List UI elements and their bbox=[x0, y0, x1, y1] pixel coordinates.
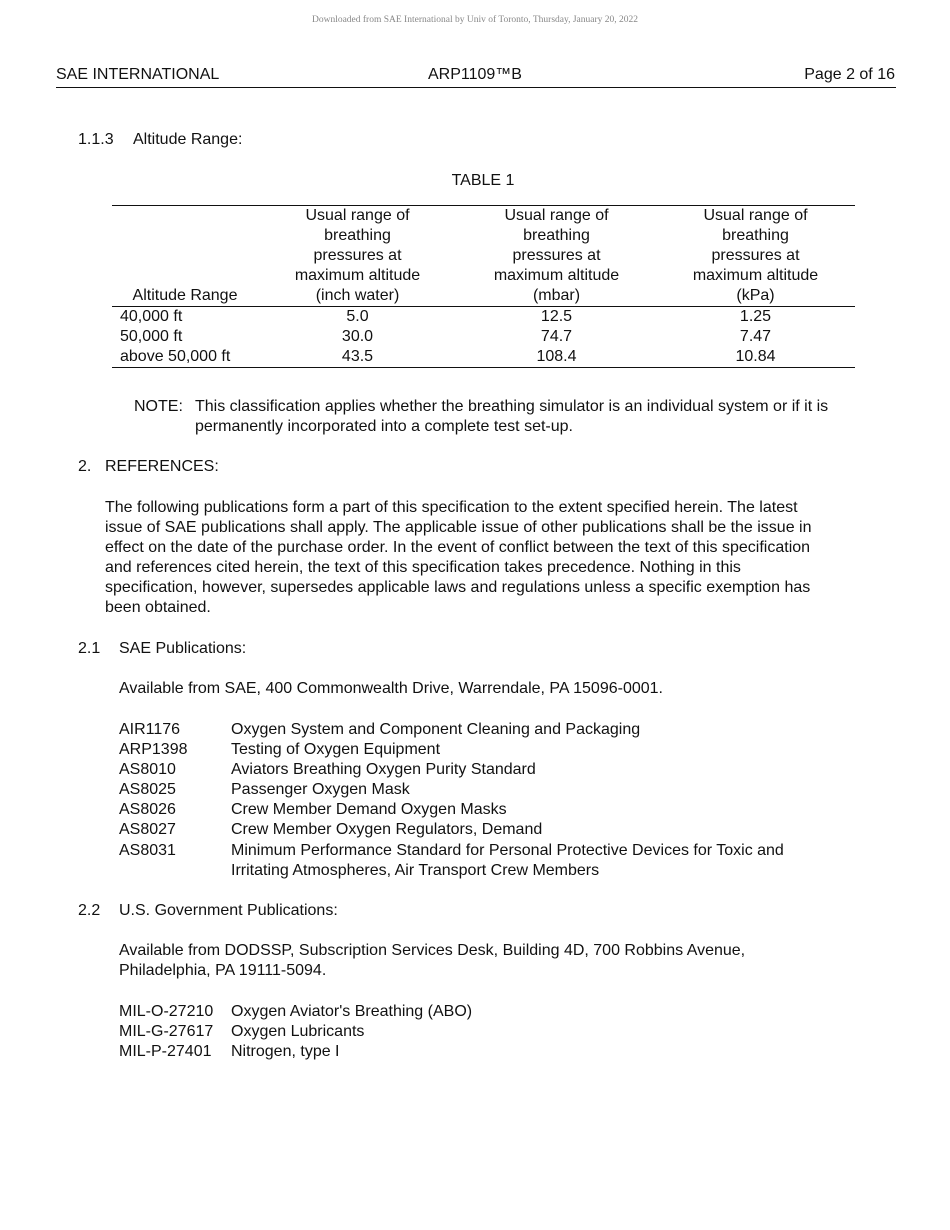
header-text: pressures at bbox=[512, 247, 601, 264]
table-cell: 7.47 bbox=[739, 328, 772, 345]
header-text: pressures at bbox=[313, 247, 402, 264]
table-cell: 108.4 bbox=[536, 348, 577, 365]
table-cell: 40,000 ft bbox=[120, 308, 183, 325]
column-header-mbar bbox=[457, 206, 656, 307]
reference-code: MIL-G-27617 bbox=[119, 1023, 214, 1040]
reference-title: Aviators Breathing Oxygen Purity Standard bbox=[231, 761, 536, 778]
header-text: maximum altitude bbox=[692, 267, 819, 284]
reference-code: AS8010 bbox=[119, 761, 176, 778]
header-text: breathing bbox=[523, 227, 590, 244]
header-rule bbox=[56, 87, 896, 88]
section-title: REFERENCES: bbox=[105, 458, 219, 475]
header-doc-id: ARP1109™B bbox=[428, 66, 522, 83]
paragraph-line: effect on the date of the purchase order. In the event of conflict between the text of this specification bbox=[105, 539, 811, 556]
section-number: 2.2 bbox=[78, 902, 101, 919]
table-cell: above 50,000 ft bbox=[120, 348, 231, 365]
table-row bbox=[112, 347, 855, 368]
reference-title: Oxygen System and Component Cleaning and Packaging bbox=[231, 721, 641, 738]
section-number: 2.1 bbox=[78, 640, 101, 657]
reference-title: Crew Member Demand Oxygen Masks bbox=[231, 801, 507, 818]
section-title: SAE Publications: bbox=[119, 640, 247, 657]
note-text-line: This classification applies whether the breathing simulator is an individual system or if it is bbox=[195, 398, 829, 415]
paragraph-line: The following publications form a part of this specification to the extent specified herein. The latest bbox=[105, 499, 798, 516]
header-text: (mbar) bbox=[532, 287, 581, 304]
availability-text: Philadelphia, PA 19111-5094. bbox=[119, 962, 327, 979]
table-header-row bbox=[112, 206, 855, 307]
table-cell: 12.5 bbox=[540, 308, 573, 325]
header-text: breathing bbox=[324, 227, 391, 244]
reference-code: AS8027 bbox=[119, 821, 176, 838]
reference-code: ARP1398 bbox=[119, 741, 188, 758]
column-header-altitude: Altitude Range bbox=[132, 287, 238, 304]
paragraph-line: and references cited herein, the text of this specification takes precedence. Nothing in this bbox=[105, 559, 741, 576]
table-cell: 1.25 bbox=[739, 308, 772, 325]
reference-title-continued: Irritating Atmospheres, Air Transport Crew Members bbox=[231, 862, 600, 879]
availability-text: Available from DODSSP, Subscription Services Desk, Building 4D, 700 Robbins Avenue, bbox=[119, 942, 746, 959]
availability-text: Available from SAE, 400 Commonwealth Drive, Warrendale, PA 15096-0001. bbox=[119, 680, 663, 697]
section-number: 2. bbox=[78, 458, 92, 475]
table-cell: 43.5 bbox=[341, 348, 374, 365]
download-watermark: Downloaded from SAE International by Univ of Toronto, Thursday, January 20, 2022 bbox=[311, 15, 639, 25]
table-cell: 30.0 bbox=[341, 328, 374, 345]
reference-title: Minimum Performance Standard for Personal Protective Devices for Toxic and bbox=[231, 842, 784, 859]
table-cell: 50,000 ft bbox=[120, 328, 183, 345]
section-title: U.S. Government Publications: bbox=[119, 902, 338, 919]
paragraph-line: issue of SAE publications shall apply. The applicable issue of other publications shall be the issue in bbox=[105, 519, 812, 536]
header-text: breathing bbox=[722, 227, 789, 244]
header-text: Usual range of bbox=[504, 207, 609, 224]
reference-title: Oxygen Aviator's Breathing (ABO) bbox=[231, 1003, 473, 1020]
reference-code: AS8026 bbox=[119, 801, 176, 818]
header-text: (inch water) bbox=[315, 287, 400, 304]
reference-code: MIL-P-27401 bbox=[119, 1043, 212, 1060]
paragraph-line: been obtained. bbox=[105, 599, 211, 616]
table-cell: 5.0 bbox=[346, 308, 369, 325]
column-header-inch-water bbox=[258, 206, 457, 307]
header-text: maximum altitude bbox=[294, 267, 421, 284]
table-cell: 10.84 bbox=[735, 348, 776, 365]
altitude-range-table bbox=[112, 205, 855, 368]
reference-title: Passenger Oxygen Mask bbox=[231, 781, 410, 798]
reference-title: Testing of Oxygen Equipment bbox=[231, 741, 441, 758]
reference-title: Nitrogen, type I bbox=[231, 1043, 340, 1060]
reference-title: Oxygen Lubricants bbox=[231, 1023, 365, 1040]
header-text: Usual range of bbox=[305, 207, 410, 224]
header-text: maximum altitude bbox=[493, 267, 620, 284]
note-text-line: permanently incorporated into a complete test set-up. bbox=[195, 418, 573, 435]
table-row bbox=[112, 327, 855, 347]
header-text: (kPa) bbox=[736, 287, 775, 304]
table-caption: TABLE 1 bbox=[451, 172, 515, 189]
reference-code: AIR1176 bbox=[119, 721, 181, 738]
section-title: Altitude Range: bbox=[133, 131, 243, 148]
header-text: Usual range of bbox=[703, 207, 808, 224]
reference-code: AS8025 bbox=[119, 781, 176, 798]
header-page-number: Page 2 of 16 bbox=[804, 66, 895, 83]
header-org: SAE INTERNATIONAL bbox=[56, 66, 220, 83]
table-cell: 74.7 bbox=[540, 328, 573, 345]
paragraph-line: specification, however, supersedes applicable laws and regulations unless a specific exemption has bbox=[105, 579, 811, 596]
reference-title: Crew Member Oxygen Regulators, Demand bbox=[231, 821, 543, 838]
reference-code: AS8031 bbox=[119, 842, 176, 859]
note-label: NOTE: bbox=[134, 398, 183, 415]
header-text: pressures at bbox=[711, 247, 800, 264]
reference-code: MIL-O-27210 bbox=[119, 1003, 214, 1020]
column-header-kpa bbox=[656, 206, 855, 307]
section-number: 1.1.3 bbox=[78, 131, 114, 148]
table-row bbox=[112, 307, 855, 328]
